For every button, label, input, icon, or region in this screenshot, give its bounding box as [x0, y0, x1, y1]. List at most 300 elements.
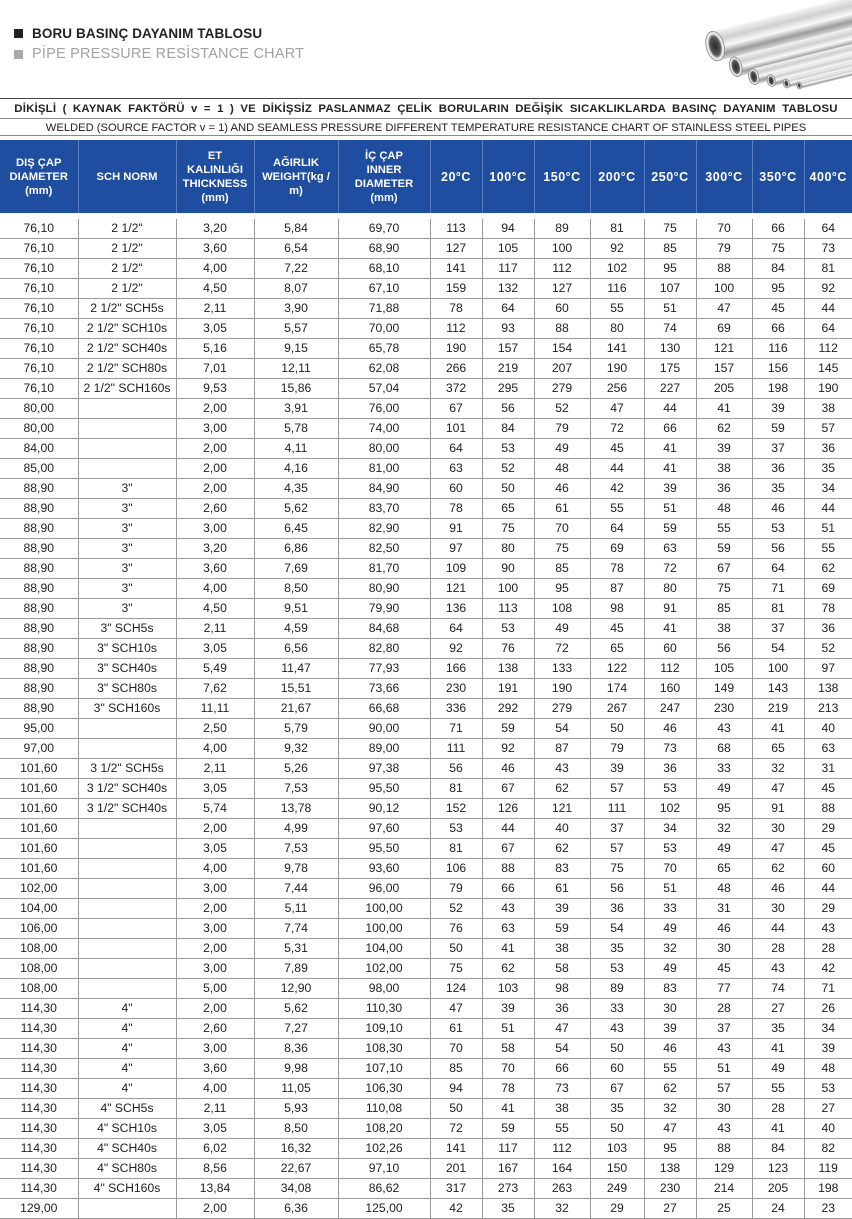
- table-row: [0, 1059, 852, 1079]
- table-cell: 68,10: [338, 259, 430, 279]
- table-cell: 98,00: [338, 979, 430, 999]
- table-cell: 87: [534, 739, 590, 759]
- table-cell: 88,90: [0, 659, 78, 679]
- table-cell: 6,36: [254, 1199, 338, 1219]
- table-cell: 69: [804, 579, 852, 599]
- table-cell: 85: [534, 559, 590, 579]
- table-cell: 35: [482, 1199, 534, 1219]
- table-row: [0, 799, 852, 819]
- pressure-table-wrapper: [0, 140, 852, 1219]
- table-cell: 27: [804, 1099, 852, 1119]
- table-cell: 205: [752, 1179, 804, 1199]
- table-row: [0, 219, 852, 239]
- table-cell: 53: [430, 819, 482, 839]
- table-cell: 66: [482, 879, 534, 899]
- table-cell: 36: [752, 459, 804, 479]
- table-cell: 55: [534, 1119, 590, 1139]
- table-cell: 2 1/2" SCH40s: [78, 339, 176, 359]
- table-cell: 56: [752, 539, 804, 559]
- table-row: [0, 499, 852, 519]
- table-cell: 95: [534, 579, 590, 599]
- table-cell: 88,90: [0, 599, 78, 619]
- header-line: İÇ ÇAP: [365, 149, 403, 162]
- table-cell: 81,70: [338, 559, 430, 579]
- table-cell: 84: [752, 1139, 804, 1159]
- table-row: [0, 879, 852, 899]
- table-cell: 91: [430, 519, 482, 539]
- table-cell: 112: [804, 339, 852, 359]
- table-cell: 3" SCH5s: [78, 619, 176, 639]
- table-cell: 64: [430, 619, 482, 639]
- table-cell: 138: [804, 679, 852, 699]
- table-cell: 45: [804, 779, 852, 799]
- header-weight: [254, 140, 338, 213]
- table-cell: 11,47: [254, 659, 338, 679]
- table-cell: 114,30: [0, 1099, 78, 1119]
- table-cell: 108,00: [0, 939, 78, 959]
- table-cell: 4": [78, 1039, 176, 1059]
- table-cell: 3": [78, 499, 176, 519]
- table-cell: 6,02: [176, 1139, 254, 1159]
- table-cell: 88,90: [0, 619, 78, 639]
- table-cell: 44: [644, 399, 696, 419]
- table-cell: 95: [752, 279, 804, 299]
- table-cell: 3" SCH80s: [78, 679, 176, 699]
- table-cell: 100: [482, 579, 534, 599]
- table-row: [0, 239, 852, 259]
- table-cell: 53: [482, 439, 534, 459]
- table-cell: 55: [696, 519, 752, 539]
- table-cell: 53: [644, 779, 696, 799]
- table-cell: 43: [534, 759, 590, 779]
- table-cell: 56: [696, 639, 752, 659]
- table-cell: 43: [696, 1119, 752, 1139]
- table-cell: 54: [590, 919, 644, 939]
- table-cell: 154: [534, 339, 590, 359]
- table-cell: 51: [696, 1059, 752, 1079]
- table-row: [0, 939, 852, 959]
- table-row: [0, 779, 852, 799]
- table-cell: 124: [430, 979, 482, 999]
- table-cell: 71: [804, 979, 852, 999]
- table-cell: 50: [430, 1099, 482, 1119]
- table-cell: 7,53: [254, 779, 338, 799]
- table-cell: 88,90: [0, 479, 78, 499]
- table-cell: 40: [804, 1119, 852, 1139]
- table-cell: 12,11: [254, 359, 338, 379]
- table-cell: 3" SCH10s: [78, 639, 176, 659]
- table-cell: 67: [482, 779, 534, 799]
- table-cell: 65,78: [338, 339, 430, 359]
- table-cell: 36: [804, 439, 852, 459]
- table-row: [0, 559, 852, 579]
- table-cell: 96,00: [338, 879, 430, 899]
- table-cell: 88,90: [0, 679, 78, 699]
- table-cell: 81: [752, 599, 804, 619]
- table-cell: 64: [752, 559, 804, 579]
- table-cell: 112: [534, 1139, 590, 1159]
- table-cell: 97,10: [338, 1159, 430, 1179]
- table-cell: 4": [78, 1019, 176, 1039]
- table-cell: 51: [804, 519, 852, 539]
- table-cell: 47: [590, 399, 644, 419]
- table-row: [0, 1119, 852, 1139]
- table-cell: 35: [804, 459, 852, 479]
- table-cell: 3 1/2" SCH40s: [78, 779, 176, 799]
- table-cell: 63: [430, 459, 482, 479]
- table-cell: 85: [696, 599, 752, 619]
- table-cell: 33: [644, 899, 696, 919]
- table-cell: 88: [534, 319, 590, 339]
- table-cell: 2 1/2": [78, 279, 176, 299]
- table-cell: 80: [644, 579, 696, 599]
- table-row: [0, 1039, 852, 1059]
- table-cell: 88,90: [0, 639, 78, 659]
- table-cell: 106,00: [0, 919, 78, 939]
- header-line: ET: [207, 149, 223, 162]
- table-cell: 83: [534, 859, 590, 879]
- table-cell: 37: [696, 1019, 752, 1039]
- table-cell: 47: [696, 299, 752, 319]
- table-cell: 114,30: [0, 1079, 78, 1099]
- table-cell: 2 1/2" SCH10s: [78, 319, 176, 339]
- table-cell: 60: [804, 859, 852, 879]
- steel-pipes-image: [688, 6, 852, 96]
- table-cell: 80,00: [0, 399, 78, 419]
- table-cell: 62: [752, 859, 804, 879]
- table-cell: 279: [534, 699, 590, 719]
- table-cell: 114,30: [0, 1179, 78, 1199]
- table-cell: 53: [482, 619, 534, 639]
- table-cell: 84: [482, 419, 534, 439]
- table-cell: 60: [430, 479, 482, 499]
- table-cell: 76,10: [0, 299, 78, 319]
- table-cell: 39: [804, 1039, 852, 1059]
- header-line: THICKNESS: [182, 177, 248, 190]
- table-cell: 3": [78, 579, 176, 599]
- table-cell: 175: [644, 359, 696, 379]
- table-cell: 68: [696, 739, 752, 759]
- table-cell: 41: [644, 439, 696, 459]
- table-cell: 62: [696, 419, 752, 439]
- table-cell: 138: [482, 659, 534, 679]
- table-cell: 95: [696, 799, 752, 819]
- table-cell: 29: [804, 819, 852, 839]
- table-cell: 69: [590, 539, 644, 559]
- table-cell: 75: [696, 579, 752, 599]
- table-cell: 167: [482, 1159, 534, 1179]
- table-cell: 295: [482, 379, 534, 399]
- table-cell: 3,60: [176, 239, 254, 259]
- table-cell: 45: [696, 959, 752, 979]
- table-cell: [78, 419, 176, 439]
- table-cell: 76,10: [0, 379, 78, 399]
- table-cell: 54: [752, 639, 804, 659]
- table-cell: 51: [644, 299, 696, 319]
- table-cell: 207: [534, 359, 590, 379]
- table-cell: 37: [590, 819, 644, 839]
- table-row: [0, 479, 852, 499]
- header-line: DIAMETER (mm): [354, 177, 414, 204]
- header-line: DIAMETER: [9, 170, 68, 183]
- table-cell: 51: [482, 1019, 534, 1039]
- table-cell: 101,60: [0, 779, 78, 799]
- table-cell: 57: [590, 839, 644, 859]
- table-cell: 2,00: [176, 819, 254, 839]
- table-cell: 39: [590, 759, 644, 779]
- table-cell: 2,11: [176, 299, 254, 319]
- table-cell: 3,05: [176, 1119, 254, 1139]
- table-cell: 78: [482, 1079, 534, 1099]
- table-cell: 37: [752, 619, 804, 639]
- table-cell: 8,50: [254, 1119, 338, 1139]
- table-row: [0, 419, 852, 439]
- table-cell: 41: [644, 459, 696, 479]
- table-cell: 34: [804, 1019, 852, 1039]
- table-cell: 102,00: [338, 959, 430, 979]
- table-cell: 76: [430, 919, 482, 939]
- table-cell: 35: [590, 939, 644, 959]
- table-cell: 69: [696, 319, 752, 339]
- table-cell: 4,11: [254, 439, 338, 459]
- table-cell: 114,30: [0, 1039, 78, 1059]
- table-cell: 57: [590, 779, 644, 799]
- table-cell: 4" SCH160s: [78, 1179, 176, 1199]
- table-cell: 101,60: [0, 859, 78, 879]
- table-cell: 84: [752, 259, 804, 279]
- table-cell: 114,30: [0, 1139, 78, 1159]
- table-cell: 100: [534, 239, 590, 259]
- table-cell: 49: [696, 839, 752, 859]
- table-row: [0, 819, 852, 839]
- table-cell: 133: [534, 659, 590, 679]
- table-cell: [78, 459, 176, 479]
- table-cell: 76,00: [338, 399, 430, 419]
- table-cell: 41: [482, 939, 534, 959]
- table-cell: 5,57: [254, 319, 338, 339]
- table-cell: 2,00: [176, 939, 254, 959]
- table-cell: 86,62: [338, 1179, 430, 1199]
- table-cell: 256: [590, 379, 644, 399]
- table-cell: 82,90: [338, 519, 430, 539]
- table-cell: 9,51: [254, 599, 338, 619]
- table-cell: 2,00: [176, 899, 254, 919]
- table-cell: 32: [644, 939, 696, 959]
- table-cell: 4,00: [176, 1079, 254, 1099]
- table-cell: 58: [482, 1039, 534, 1059]
- header-temp-300: 300°C: [696, 140, 752, 213]
- table-cell: 36: [804, 619, 852, 639]
- table-row: [0, 679, 852, 699]
- table-cell: 201: [430, 1159, 482, 1179]
- table-cell: 100: [696, 279, 752, 299]
- table-cell: 127: [534, 279, 590, 299]
- table-cell: 21,67: [254, 699, 338, 719]
- table-cell: 67: [430, 399, 482, 419]
- table-cell: 75: [590, 859, 644, 879]
- table-cell: 3 1/2" SCH5s: [78, 759, 176, 779]
- table-cell: 60: [590, 1059, 644, 1079]
- table-cell: 30: [752, 819, 804, 839]
- table-cell: 47: [752, 839, 804, 859]
- table-cell: 156: [752, 359, 804, 379]
- table-cell: 56: [482, 399, 534, 419]
- table-cell: 214: [696, 1179, 752, 1199]
- table-cell: 11,05: [254, 1079, 338, 1099]
- table-cell: 59: [752, 419, 804, 439]
- table-cell: 88: [804, 799, 852, 819]
- table-cell: 8,07: [254, 279, 338, 299]
- table-cell: 5,31: [254, 939, 338, 959]
- table-cell: 198: [804, 1179, 852, 1199]
- table-cell: 2,50: [176, 719, 254, 739]
- table-cell: 70: [644, 859, 696, 879]
- table-cell: 5,16: [176, 339, 254, 359]
- table-cell: 2 1/2": [78, 219, 176, 239]
- table-cell: 80: [482, 539, 534, 559]
- table-cell: 59: [696, 539, 752, 559]
- table-cell: 101,60: [0, 759, 78, 779]
- table-cell: 3": [78, 479, 176, 499]
- table-cell: 66,68: [338, 699, 430, 719]
- table-cell: 94: [482, 219, 534, 239]
- table-cell: 80,00: [338, 439, 430, 459]
- table-cell: 49: [644, 959, 696, 979]
- table-cell: 97,00: [0, 739, 78, 759]
- table-cell: 41: [696, 399, 752, 419]
- table-row: [0, 1079, 852, 1099]
- table-cell: 41: [752, 1119, 804, 1139]
- table-cell: 9,53: [176, 379, 254, 399]
- table-cell: 3": [78, 559, 176, 579]
- table-cell: 57: [804, 419, 852, 439]
- table-cell: 28: [752, 939, 804, 959]
- table-cell: 149: [696, 679, 752, 699]
- table-cell: 47: [534, 1019, 590, 1039]
- table-cell: 117: [482, 1139, 534, 1159]
- table-cell: 121: [430, 579, 482, 599]
- table-cell: 45: [590, 619, 644, 639]
- table-row: [0, 759, 852, 779]
- table-cell: 267: [590, 699, 644, 719]
- table-cell: 49: [534, 439, 590, 459]
- table-cell: [78, 879, 176, 899]
- table-row: [0, 1179, 852, 1199]
- table-cell: 4": [78, 1059, 176, 1079]
- table-cell: 22,67: [254, 1159, 338, 1179]
- table-row: [0, 1199, 852, 1219]
- table-cell: 3,20: [176, 219, 254, 239]
- table-cell: 3": [78, 539, 176, 559]
- header-line: SCH NORM: [96, 170, 158, 183]
- table-cell: 38: [696, 619, 752, 639]
- table-cell: 66: [752, 319, 804, 339]
- table-row: [0, 699, 852, 719]
- table-cell: 62: [644, 1079, 696, 1099]
- table-cell: 58: [534, 959, 590, 979]
- table-cell: 73: [804, 239, 852, 259]
- table-cell: 81: [430, 839, 482, 859]
- table-row: [0, 339, 852, 359]
- table-cell: 43: [752, 959, 804, 979]
- table-row: [0, 1019, 852, 1039]
- table-cell: 48: [696, 499, 752, 519]
- table-cell: 52: [804, 639, 852, 659]
- table-cell: 90,00: [338, 719, 430, 739]
- table-cell: 94: [430, 1079, 482, 1099]
- table-cell: 11,11: [176, 699, 254, 719]
- table-cell: 89,00: [338, 739, 430, 759]
- table-cell: 230: [696, 699, 752, 719]
- table-cell: 219: [482, 359, 534, 379]
- table-cell: 2,00: [176, 1199, 254, 1219]
- table-cell: 54: [534, 1039, 590, 1059]
- table-cell: 263: [534, 1179, 590, 1199]
- table-cell: [78, 839, 176, 859]
- table-cell: 3": [78, 519, 176, 539]
- table-cell: 3": [78, 599, 176, 619]
- table-cell: 43: [590, 1019, 644, 1039]
- table-cell: 2 1/2" SCH5s: [78, 299, 176, 319]
- table-cell: 92: [804, 279, 852, 299]
- table-row: [0, 399, 852, 419]
- table-cell: 62,08: [338, 359, 430, 379]
- table-cell: 36: [590, 899, 644, 919]
- table-cell: 62: [804, 559, 852, 579]
- table-cell: 127: [430, 239, 482, 259]
- table-cell: 213: [804, 699, 852, 719]
- table-cell: [78, 1199, 176, 1219]
- table-cell: 91: [644, 599, 696, 619]
- table-cell: 2,60: [176, 499, 254, 519]
- table-cell: 70: [534, 519, 590, 539]
- table-cell: 4,99: [254, 819, 338, 839]
- header-temp-350: 350°C: [752, 140, 804, 213]
- table-cell: 64: [590, 519, 644, 539]
- table-cell: 34: [644, 819, 696, 839]
- table-cell: 81: [804, 259, 852, 279]
- table-cell: 48: [534, 459, 590, 479]
- table-cell: 109: [430, 559, 482, 579]
- table-cell: 47: [644, 1119, 696, 1139]
- table-cell: 111: [430, 739, 482, 759]
- table-cell: 5,74: [176, 799, 254, 819]
- table-cell: 41: [482, 1099, 534, 1119]
- table-cell: 62: [482, 959, 534, 979]
- table-cell: 24: [752, 1199, 804, 1219]
- table-cell: 70: [430, 1039, 482, 1059]
- table-cell: 7,53: [254, 839, 338, 859]
- table-cell: 100,00: [338, 919, 430, 939]
- table-cell: 84,00: [0, 439, 78, 459]
- table-cell: 76,10: [0, 319, 78, 339]
- table-cell: 3,90: [254, 299, 338, 319]
- table-cell: 98: [534, 979, 590, 999]
- table-cell: 75: [752, 239, 804, 259]
- table-cell: 114,30: [0, 1019, 78, 1039]
- table-cell: 93: [482, 319, 534, 339]
- header-line: m): [289, 184, 303, 197]
- table-cell: 2,00: [176, 459, 254, 479]
- table-cell: 103: [590, 1139, 644, 1159]
- table-cell: 88,90: [0, 699, 78, 719]
- header-line: WEIGHT(kg /: [262, 170, 330, 183]
- table-cell: [78, 739, 176, 759]
- table-cell: 88: [482, 859, 534, 879]
- table-cell: 4,00: [176, 579, 254, 599]
- table-cell: 43: [482, 899, 534, 919]
- table-cell: 67: [482, 839, 534, 859]
